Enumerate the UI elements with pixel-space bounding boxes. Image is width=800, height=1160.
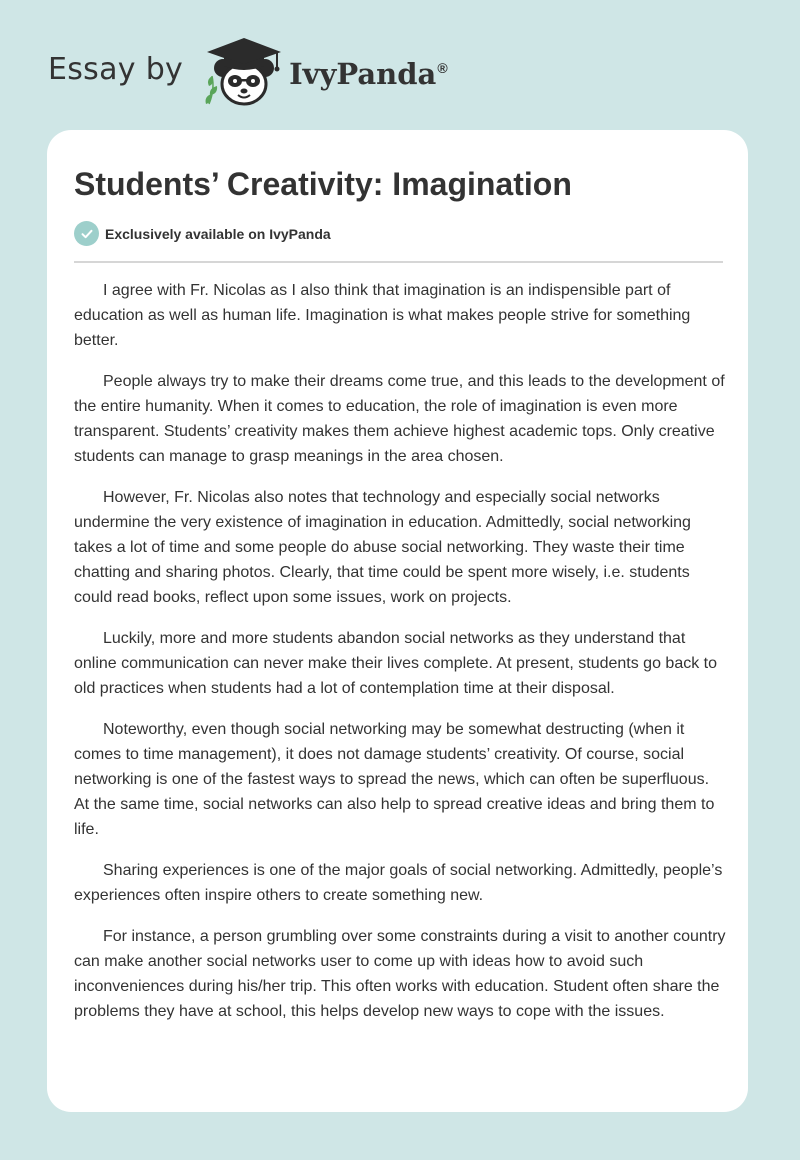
essay-body xyxy=(74,278,726,1040)
ivy-leaf-icon xyxy=(206,76,218,104)
badge-label: Exclusively available on IvyPanda xyxy=(105,225,331,242)
paragraph: I agree with Fr. Nicolas as I also think that imagination is an indispensible part of education as well as human life. Imagination is what makes people strive for something better. xyxy=(74,282,691,349)
brand-prefix: Essay by xyxy=(48,51,184,87)
paragraph: Noteworthy, even though social networking may be somewhat destructing (when it comes to time management), it does not damage students’ creativity. Of course, social networking is one of the fastest ways to spread the news, which can often be superfluous. At the same time, social networks can also help to spread creative ideas and bring them to life. xyxy=(74,721,715,838)
check-circle-icon xyxy=(74,221,99,246)
essay-card xyxy=(47,130,748,1112)
registered-mark: ® xyxy=(437,60,448,77)
page-title: Students’ Creativity: Imagination xyxy=(74,166,572,202)
brand-name: IvyPanda® xyxy=(289,57,448,91)
paragraph: Sharing experiences is one of the major goals of social networking. Admittedly, people’s experiences often inspire others to create something new. xyxy=(74,862,723,904)
paragraph: Luckily, more and more students abandon social networks as they understand that online communication can never make their lives complete. At present, students go back to old practices when students had a lot of contemplation time at their disposal. xyxy=(74,630,718,697)
divider xyxy=(74,261,723,263)
paragraph: People always try to make their dreams come true, and this leads to the development of the entire humanity. When it comes to education, the role of imagination is even more transparent. Students’ creativity makes them achieve highest academic tops. Only creative students can manage to grasp meanings in the area chosen. xyxy=(74,373,725,465)
paragraph: For instance, a person grumbling over some constraints during a visit to another country can make another social networks user to come up with ideas how to avoid such inconveniences during his/her trip. This often works with education. Student often share the problems they have at school, this helps develop new ways to cope with the issues. xyxy=(74,928,726,1020)
exclusive-badge xyxy=(74,221,331,246)
paragraph: However, Fr. Nicolas also notes that technology and especially social networks undermine the very existence of imagination in education. Admittedly, social networking takes a lot of time and some people do abuse social networking. They waste their time chatting and sharing photos. Clearly, that time could be spent more wisely, i.e. students could read books, reflect upon some issues, work on projects. xyxy=(74,489,691,606)
brand-header[interactable] xyxy=(48,34,448,110)
panda-logo-icon xyxy=(197,34,285,110)
